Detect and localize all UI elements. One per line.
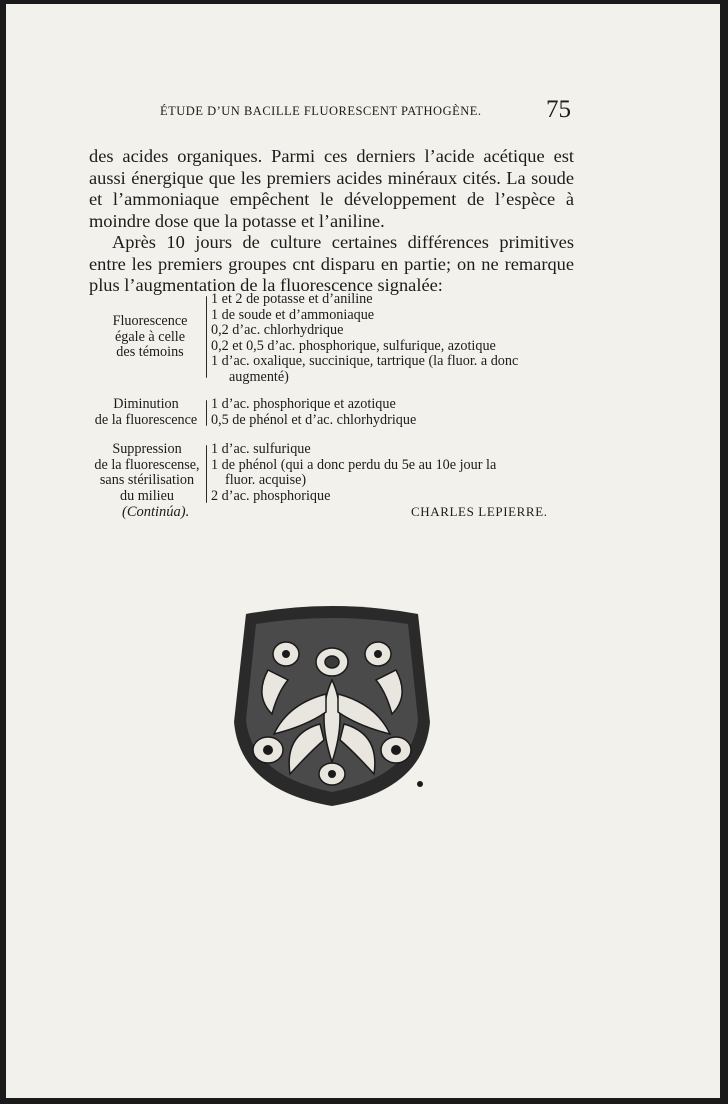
group-label-line: du milieu [120,487,174,504]
brace [206,445,207,503]
page [6,4,720,1098]
group-label [86,442,208,504]
group-label-line: de la fluorescence [94,411,198,428]
group-label-line: de la fluorescense, [94,456,200,473]
group-items [211,442,496,504]
group-label-line: égale à celle [114,328,186,345]
group-label-line: des témoins [116,344,184,360]
group-label-line: Diminution [113,396,179,412]
author-signature: CHARLES LEPIERRE. [411,504,548,519]
group-item: augmenté) [229,368,289,385]
group-item: 0,5 de phénol et d’ac. chlorhydrique [211,411,417,428]
group-item: 1 de soude et d’ammoniaque [211,306,375,323]
group-items [211,397,416,428]
floral-ornament-icon [228,604,438,810]
group-label [98,314,202,361]
group-item: 1 d’ac. sulfurique [211,441,311,457]
running-title: ÉTUDE D’UN BACILLE FLUORESCENT PATHOGÈNE. [160,104,482,118]
group-label-line: Fluorescence [112,313,188,329]
group-item: 0,2 d’ac. chlorhydrique [211,322,344,338]
group-label-line: sans stérilisation [99,472,195,488]
group-item: 1 d’ac. phosphorique et azotique [211,396,396,412]
group-item: 1 de phénol (qui a donc perdu du 5e au 10e jour la [211,456,497,473]
group-items [211,292,518,385]
group-item: 2 d’ac. phosphorique [211,487,331,504]
page-number: 75 [546,96,571,123]
group-item: 1 et 2 de potasse et d’aniline [211,291,373,307]
paragraph-2: Après 10 jours de culture certaines différences primitives entre les premiers groupes cnt disparu en partie; on ne remarque plus l’augmentation de la fluorescence signalée: [89,232,574,295]
continua-note: (Continúa). [122,504,190,520]
group-label-line: Suppression [112,441,182,457]
group-item: 0,2 et 0,5 d’ac. phosphorique, sulfurique, azotique [211,337,496,354]
group-item: fluor. acquise) [225,472,307,488]
group-item: 1 d’ac. oxalique, succinique, tartrique (la fluor. a donc [211,353,519,369]
brace [206,296,207,378]
paragraph-1: des acides organiques. Parmi ces derniers l’acide acétique est aussi énergique que les premiers acides minéraux cités. La soude et l’ammoniaque empêchent le développement de l’espèce à moindre dose que la potasse et l’aniline. [89,146,574,231]
running-header [6,96,720,124]
body-text [89,146,574,297]
group-label [84,397,208,428]
brace [206,400,207,426]
